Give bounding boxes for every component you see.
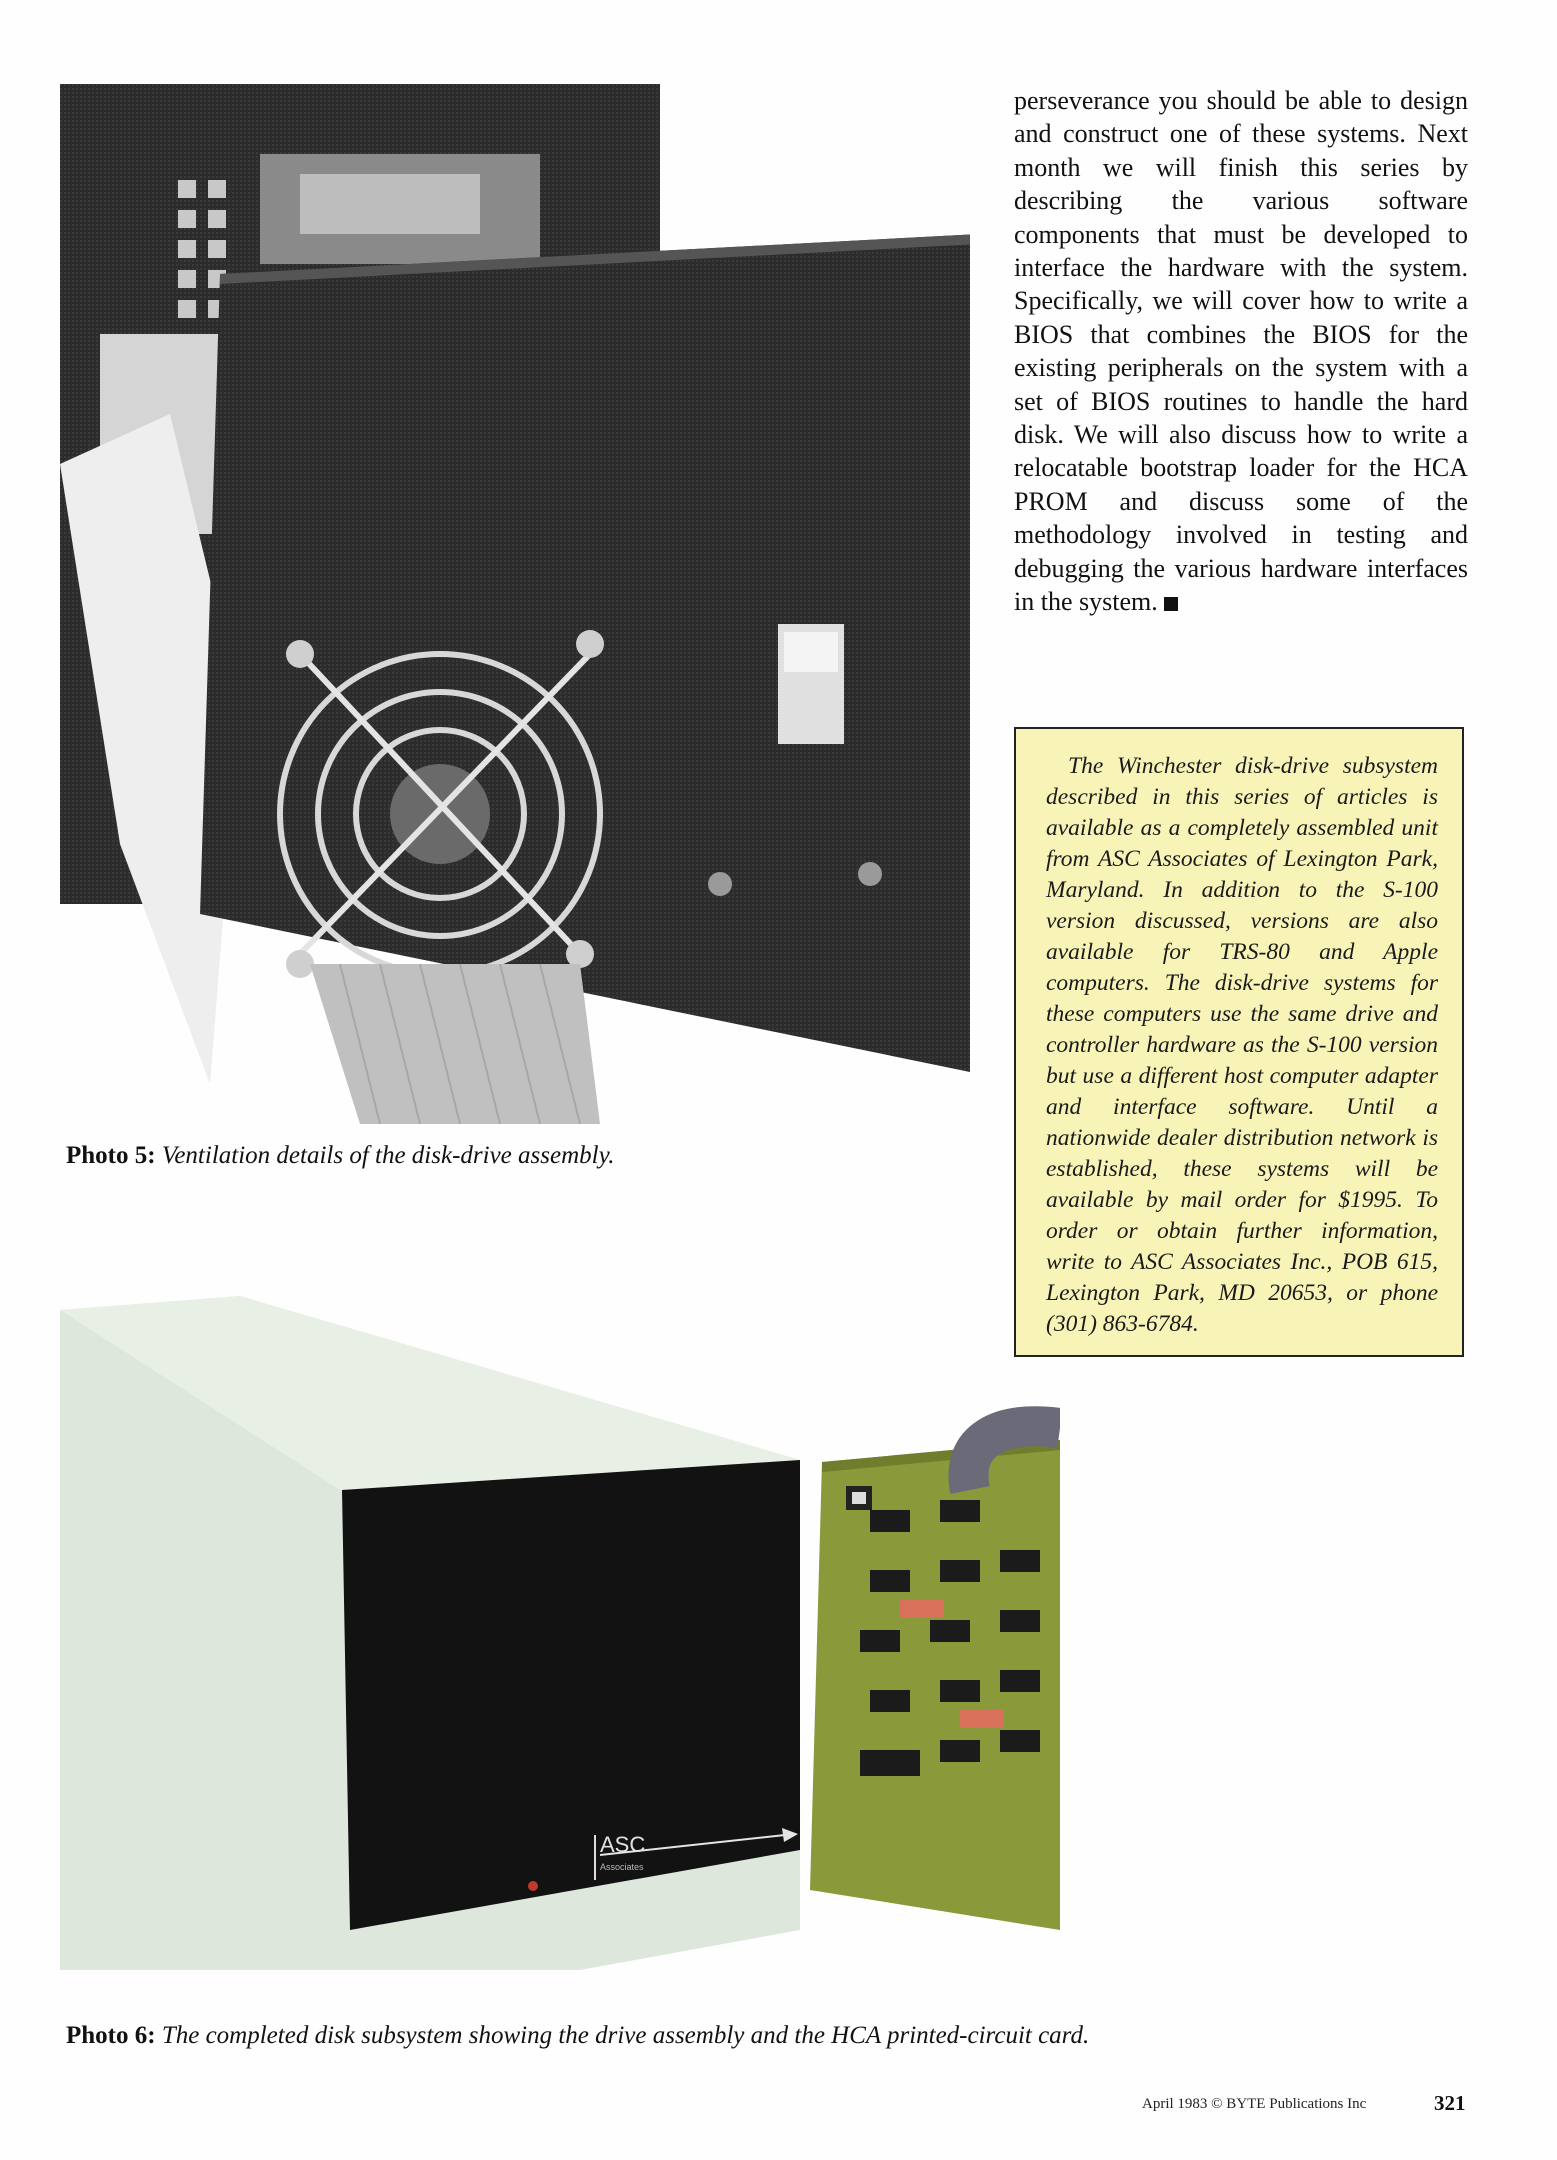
end-of-article-mark-icon bbox=[1164, 597, 1178, 611]
footer-credit: April 1983 © BYTE Publications Inc bbox=[1142, 2096, 1367, 2112]
asc-logo: ASC bbox=[600, 1832, 646, 1857]
photo-6-caption bbox=[66, 2022, 1089, 2050]
availability-sidebar-text: The Winchester disk-drive subsystem described in this series of articles is available as a completely assembled unit from ASC Associates of Lexington Park, Maryland. In addition to the S-100 version discussed, versions are also available for TRS-80 and Apple computers. The disk-drive systems for these computers use the same drive and controller hardware as the S-100 version but use a different host computer adapter and interface software. Until a nationwide dealer distribution network is established, these systems will be available by mail order for $1995. To order or obtain further information, write to ASC Associates Inc., POB 615, Lexington Park, MD 20653, or phone (301) 863-6784. bbox=[1046, 753, 1438, 1337]
photo-5-caption-text: Ventilation details of the disk-drive assembly. bbox=[161, 1142, 615, 1169]
photo-5-caption-label: Photo 5: bbox=[66, 1142, 156, 1169]
article-body-paragraph: perseverance you should be able to design and construct one of these systems. Next month we will finish this series by describing the various software components that must be developed to interface the hardware with the system. Specifically, we will cover how to write a BIOS that combines the BIOS for the existing peripherals on the system with a set of BIOS routines to handle the hard disk. We will also discuss how to write a relocatable bootstrap loader for the HCA PROM and discuss some of the methodology involved in testing and debugging the various hardware interfaces in the system. bbox=[1014, 86, 1468, 617]
asc-logo-subtext: Associates bbox=[600, 1862, 644, 1872]
photo-5-image bbox=[60, 84, 970, 1124]
page-number: 321 bbox=[1434, 2091, 1466, 2115]
photo-5-disk-drive-ventilation bbox=[60, 84, 970, 1124]
photo-6-caption-label: Photo 6: bbox=[66, 2022, 156, 2049]
power-led-icon bbox=[528, 1881, 538, 1891]
photo-6-image bbox=[60, 1290, 1060, 1970]
availability-sidebar-box bbox=[1014, 727, 1464, 1357]
photo-6-disk-subsystem bbox=[60, 1290, 1060, 1970]
photo-6-caption-text: The completed disk subsystem showing the drive assembly and the HCA printed-circuit card. bbox=[161, 2022, 1090, 2049]
article-body-text bbox=[1014, 84, 1468, 619]
photo-5-caption bbox=[66, 1142, 615, 1170]
